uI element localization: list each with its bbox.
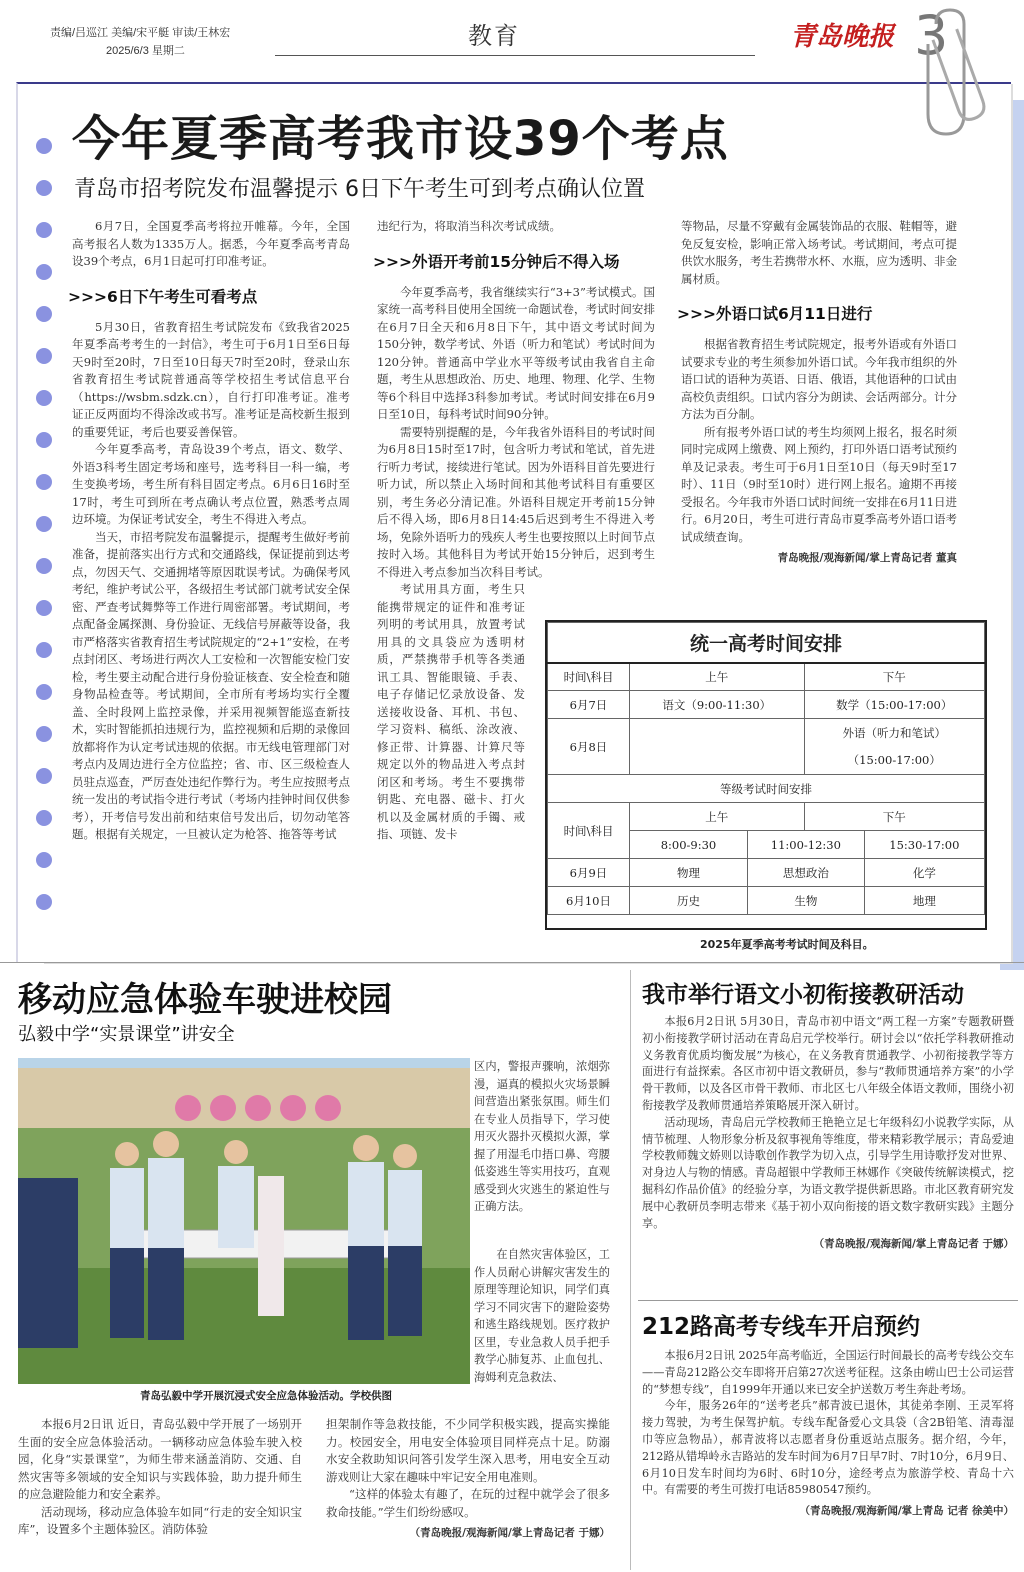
binder-hole bbox=[36, 516, 52, 532]
header-rule bbox=[275, 55, 755, 56]
table-title: 统一高考时间安排 bbox=[548, 623, 985, 663]
article-paragraph: 区内，警报声骤响，浓烟弥漫，逼真的模拟火灾场景瞬间营造出紧张氛围。师生们在专业人员指导下，学习使用灭火器扑灭模拟火源，掌握了用湿毛巾捂口鼻、弯腰低姿逃生等实用技巧，直观感受到火灾逃生的紧迫性与正确方法。 bbox=[474, 1060, 610, 1213]
binder-hole bbox=[36, 852, 52, 868]
article-paragraph: 本报6月2日讯 2025年高考临近，全国运行时间最长的高考专线公交车——青岛212路公交车即将开启第27次送考征程。这条由崂山巴士公司运营的“梦想专线”，自1999年开通以来已安全护送数万考生奔赴考场。 bbox=[642, 1349, 1014, 1396]
table-cell: 地理 bbox=[864, 887, 984, 915]
section-heading: >>>外语口试6月11日进行 bbox=[677, 305, 873, 323]
story3-body bbox=[642, 1014, 1014, 1298]
article-paragraph: 今年夏季高考，我省继续实行“3+3”考试模式。国家统一高考科目使用全国统一命题试卷，考试时间安排在6月7日全天和6月8日下午，其中语文考试时间为150分钟，数学考试、外语（听力和笔试）考试时间为120分钟。普通高中学业水平等级考试由我省自主命题，考生从思想政治、历史、地理、物理、化学、生物等6个科目中选择3科参加考试。考试时间安排在6月9日至10日，每科考试时间90分钟。 bbox=[377, 284, 655, 421]
paper-logo: 青岛晚报 bbox=[790, 22, 895, 52]
article-paragraph: 今年，服务26年的“送考老兵”郝青波已退休，其徒弟李刚、王灵军将接力驾驶，为考生保驾护航。专线车配备爱心文具袋（含2B铅笔、清毒湿巾等应急物品），郝青波将以志愿者身份重返站点服务。据介绍，今年，212路从错埠岭永吉路站的发车时间为6月7日早7时、7时10分，6月9日、6月10日发车时间均为6时、6时10分，途经考点为旅游学校、青岛十六中。有需要的考生可拨打电话85980547预约。 bbox=[642, 1399, 1014, 1497]
story2-headline: 移动应急体验车驶进校园 bbox=[18, 980, 392, 1020]
table-cell: 6月10日 bbox=[548, 887, 630, 915]
article-paragraph: 考试用具方面，考生只能携带规定的证件和准考证列明的考试用具，放置考试用具的文具袋应为透明材质，严禁携带手机等各类通讯工具、智能眼镜、手表、电子存储记忆录放设备、发送接收设备、耳机、书包、学习资料、稿纸、涂改液、修正带、计算器、计算尺等规定以外的物品进入考点封闭区和考场。考生不要携带钥匙、充电器、磁卡、打火机以及金属材质的手镯、戒指、项链、发卡 bbox=[377, 582, 525, 841]
binder-hole bbox=[36, 432, 52, 448]
paperclip-icon bbox=[906, 4, 1006, 144]
article-paragraph: 违纪行为，将取消当科次考试成绩。 bbox=[377, 219, 561, 233]
story2-body-right bbox=[326, 1416, 610, 1566]
credits-block bbox=[50, 24, 230, 60]
divider bbox=[638, 1300, 1018, 1301]
binder-hole bbox=[36, 684, 52, 700]
table-cell: 生物 bbox=[748, 887, 865, 915]
event-photo bbox=[18, 1058, 470, 1384]
binder-hole bbox=[36, 306, 52, 322]
article-paragraph: 当天，市招考院发布温馨提示，提醒考生做好考前准备，提前落实出行方式和交通路线，保证提前到达考点，勿因天气、交通拥堵等原因耽误考试。为确保考风考纪，维护考试公平，各级招生考试部门就考试安全保密、严查考试舞弊等工作进行周密部署。考试期间，考点配备金属探测、身份验证、无线信号屏蔽等设备，我市严格落实省教育招生考试院规定的“2+1”安检，在考点封闭区、考场进行两次人工安检和一次智能安检门安检，考生要主动配合进行身份验证核查、安全检查和随身物品检查等。考试期间，全市所有考场均实行全覆盖、全时段网上监控录像，并采用视频智能巡查新技术，实时智能抓拍违规行为，监控视频和后期的录像回放都将作为认定考试违规的依据。市无线电管理部门对考点内及周边进行全方位监控；省、市、区三级检查人员驻点巡查，严厉查处违纪作弊行为。考生应按照考点统一发出的考试指令进行考试（考场内挂钟时间仅供参考），开考信号发出前和结束信号发出后，切勿动笔答题。根据有关规定，一旦被认定为枪答、拖答等考试 bbox=[72, 529, 350, 841]
story2-right-col-a bbox=[474, 1058, 610, 1213]
date-line: 2025/6/3 星期二 bbox=[106, 45, 185, 57]
table-cell: 8:00-9:30 bbox=[630, 831, 748, 859]
table-header: 上午 bbox=[630, 803, 805, 831]
photo-caption: 青岛弘毅中学开展沉浸式安全应急体验活动。学校供图 bbox=[140, 1390, 392, 1402]
masthead bbox=[0, 0, 1024, 67]
byline: （青岛晚报/观海新闻/掌上青岛记者 于娜） bbox=[813, 1238, 1014, 1251]
table-cell: 化学 bbox=[864, 859, 984, 887]
lead-headline: 今年夏季高考我市设39个考点 bbox=[72, 111, 729, 167]
table-header: 下午 bbox=[804, 803, 984, 831]
divider bbox=[0, 962, 1024, 963]
table-cell: 语文（9:00-11:30） bbox=[630, 691, 805, 719]
binder-hole bbox=[36, 558, 52, 574]
story4-headline: 212路高考专线车开启预约 bbox=[642, 1314, 921, 1340]
story2-subhead: 弘毅中学“实景课堂”讲安全 bbox=[18, 1024, 235, 1045]
table-caption: 2025年夏季高考考试时间及科目。 bbox=[700, 938, 874, 951]
table-cell: 6月7日 bbox=[548, 691, 630, 719]
article-paragraph: 等物品，尽量不穿戴有金属装饰品的衣服、鞋帽等，避免反复安检，影响正常入场考试。考试期间，考点可提供饮水服务，考生若携带水杯、水瓶，应为透明、非金属材质。 bbox=[681, 219, 957, 286]
story4-body bbox=[642, 1348, 1014, 1568]
article-paragraph: 需要特别提醒的是，今年我省外语科目的考试时间为6月8日15时至17时，包含听力考试和笔试，首先进行听力考试，接续进行笔试。因为外语科目首先要进行听力试，所以禁止入场时间和其他考试科目有重要区别，考生务必分清记准。外语科目规定开考前15分钟后不得入场，即6月8日14:45后迟到考生不得进入考场，免除外语听力的残疾人考生也要按照以上时间节点按时入场。其他科目为考试开始15分钟后，迟到考生不得进入考点参加当次科目考试。 bbox=[377, 424, 655, 579]
table-header: 下午 bbox=[804, 663, 984, 691]
binder-hole bbox=[36, 390, 52, 406]
article-paragraph: 在自然灾害体验区，工作人员耐心讲解灾害发生的原理等理论知识，同学们真学习不同灾害下的避险姿势和逃生路线规划。医疗救护区里，专业急救人员手把手教学心肺复苏、止血包扎、海姆利克急救法、 bbox=[474, 1248, 610, 1384]
editor-line: 责编/吕巡江 美编/宋平艇 审读/王林宏 bbox=[50, 27, 231, 39]
table-cell: 数学（15:00-17:00） bbox=[804, 691, 984, 719]
article-paragraph: 活动现场，移动应急体验车如同“行走的安全知识宝库”，设置多个主题体验区。消防体验 bbox=[18, 1504, 302, 1536]
byline: （青岛晚报/观海新闻/掌上青岛 记者 徐美中） bbox=[799, 1505, 1014, 1518]
article-paragraph: “这样的体验太有趣了，在玩的过程中就学会了很多救命技能。”学生们纷纷感叹。 bbox=[326, 1487, 610, 1519]
article-paragraph: 所有报考外语口试的考生均须网上报名，报名时须同时完成网上缴费、网上预约，打印外语口语考试预约单及记录表。考生可于6月1日至10日（每天9时至17时）、11日（9时至10时）进行网上报名。逾期不再接受报名。今年我市外语口试时间统一安排在6月11日进行。6月20日，考生可进行青岛市夏季高考外语口语考试成绩查询。 bbox=[681, 424, 957, 544]
byline: 青岛晚报/观海新闻/掌上青岛记者 董真 bbox=[777, 552, 957, 564]
binder-rail bbox=[18, 84, 44, 964]
binder-hole bbox=[36, 600, 52, 616]
page-number: 3 bbox=[914, 4, 949, 67]
article-paragraph: 5月30日，省教育招生考试院发布《致我省2025年夏季高考考生的一封信》，考生可于6月1日至6日每天9时至20时，7日至10日每天7时至20时，登录山东省教育招生考试院普通高等学校招生考试信息平台（https://wsbm.sdzk.cn），自行打印准考证。准考证正反两面均不得涂改或书写。准考证是高校新生报到的重要凭证，考后也要妥善保管。 bbox=[72, 319, 350, 439]
binder-hole bbox=[36, 810, 52, 826]
binder-hole bbox=[36, 222, 52, 238]
binder-hole bbox=[36, 138, 52, 154]
column-divider bbox=[630, 970, 631, 1570]
article-paragraph: 6月7日，全国夏季高考将拉开帷幕。今年，全国高考报名人数为1335万人。据悉，今年夏季高考青岛设39个考点，6月1日起可打印准考证。 bbox=[72, 219, 350, 268]
binder-hole bbox=[36, 894, 52, 910]
table-cell: 历史 bbox=[630, 887, 748, 915]
table-cell bbox=[630, 719, 805, 775]
table-cell: 外语（听力和笔试） bbox=[804, 719, 984, 747]
binder-hole bbox=[36, 180, 52, 196]
table-cell: 物理 bbox=[630, 859, 748, 887]
article-paragraph: 今年夏季高考，青岛设39个考点，语文、数学、外语3科考生固定考场和座号，选考科目一科一编，考生变换考场，考生所有科目固定考点。6月6日16时至17时，考生可到所在考点确认考点位置，熟悉考点周边环境。为保证考试安全，考生不得进入考点。 bbox=[72, 442, 350, 526]
table-subtitle: 等级考试时间安排 bbox=[548, 775, 985, 803]
article-paragraph: 根据省教育招生考试院规定，报考外语或有外语口试要求专业的考生须参加外语口试。今年我市组织的外语口试的语种为英语、日语、俄语，其他语种的口试由高校负责组织。口试内容分为朗读、会话两部分。计分方法为百分制。 bbox=[681, 337, 957, 421]
binder-hole bbox=[36, 348, 52, 364]
table-cell: 15:30-17:00 bbox=[864, 831, 984, 859]
article-paragraph: 本报6月2日讯 近日，青岛弘毅中学开展了一场别开生面的安全应急体验活动。一辆移动应急体验车驶入校园，化身“实景课堂”，为师生带来涵盖消防、交通、自然灾害等多领域的安全知识与实践体验，助力提升师生的应急避险能力和安全素养。 bbox=[18, 1417, 302, 1501]
story2-right-col-b bbox=[474, 1246, 610, 1410]
lead-subhead: 青岛市招考院发布温馨提示 6日下午考生可到考点确认位置 bbox=[74, 177, 645, 202]
article-paragraph: 本报6月2日讯 5月30日，青岛市初中语文“两工程一方案”专题教研暨初小衔接教学研讨活动在青岛启元学校举行。研讨会以“依托学科教研推动义务教育优质均衡发展”为核心，在义务教育贯通教学、小初衔接教学等方面进行有益探索。各区市初中语文教研员，参与“教师贯通培养方案”的小学骨干教师，以及各区市骨干教师、市北区七八年级全体语文教师，围绕小初衔接教学及教师贯通培养策略展开深入研讨。 bbox=[642, 1015, 1014, 1112]
table-cell: 6月8日 bbox=[548, 719, 630, 775]
exam-schedule-table bbox=[545, 620, 987, 930]
story3-headline: 我市举行语文小初衔接教研活动 bbox=[642, 982, 964, 1008]
article-paragraph: 担架制作等急救技能，不少同学积极实践，提高实操能力。校园安全，用电安全体验项目同样亮点十足。防溺水安全救助知识问答引发学生深入思考，用电安全互动游戏则让大家在趣味中牢记安全用电准则。 bbox=[326, 1417, 610, 1484]
table-cell: （15:00-17:00） bbox=[804, 747, 984, 775]
photo-illustration bbox=[18, 1058, 470, 1384]
binder-hole bbox=[36, 642, 52, 658]
table-header: 上午 bbox=[630, 663, 805, 691]
table-cell: 11:00-12:30 bbox=[748, 831, 865, 859]
binder-hole bbox=[36, 264, 52, 280]
table-cell: 6月9日 bbox=[548, 859, 630, 887]
table-header: 时间\科目 bbox=[548, 663, 630, 691]
byline: （青岛晚报/观海新闻/掌上青岛记者 于娜） bbox=[409, 1527, 610, 1539]
binder-hole bbox=[36, 768, 52, 784]
story2-body-left bbox=[18, 1416, 302, 1566]
table-header: 时间\科目 bbox=[548, 803, 630, 859]
binder-hole bbox=[36, 726, 52, 742]
table-cell: 思想政治 bbox=[748, 859, 865, 887]
lead-column-3 bbox=[677, 218, 957, 608]
binder-hole bbox=[36, 474, 52, 490]
section-heading: >>>外语开考前15分钟后不得入场 bbox=[373, 252, 620, 271]
lead-column-1 bbox=[68, 218, 350, 946]
article-paragraph: 活动现场，青岛启元学校教师王艳艳立足七年级科幻小说教学实际，从情节梳理、人物形象分析及叙事视角等维度，带来精彩教学展示；青岛爱迪学校教师魏文娇则以诗歌创作教学为切入点，引导学生用诗歌抒发对世界、对身边人与物的情感。青岛超银中学教师王林娜作《突破传统解读模式，挖掘科幻作品价值》的经验分享，为语文教学提供新思路。市北区教育研究发展中心教研员李明志带来《基于初小双向衔接的语文数字教研实践》主题分享。 bbox=[642, 1115, 1014, 1230]
section-heading: >>>6日下午考生可看考点 bbox=[68, 287, 258, 306]
section-name: 教育 bbox=[468, 22, 520, 50]
